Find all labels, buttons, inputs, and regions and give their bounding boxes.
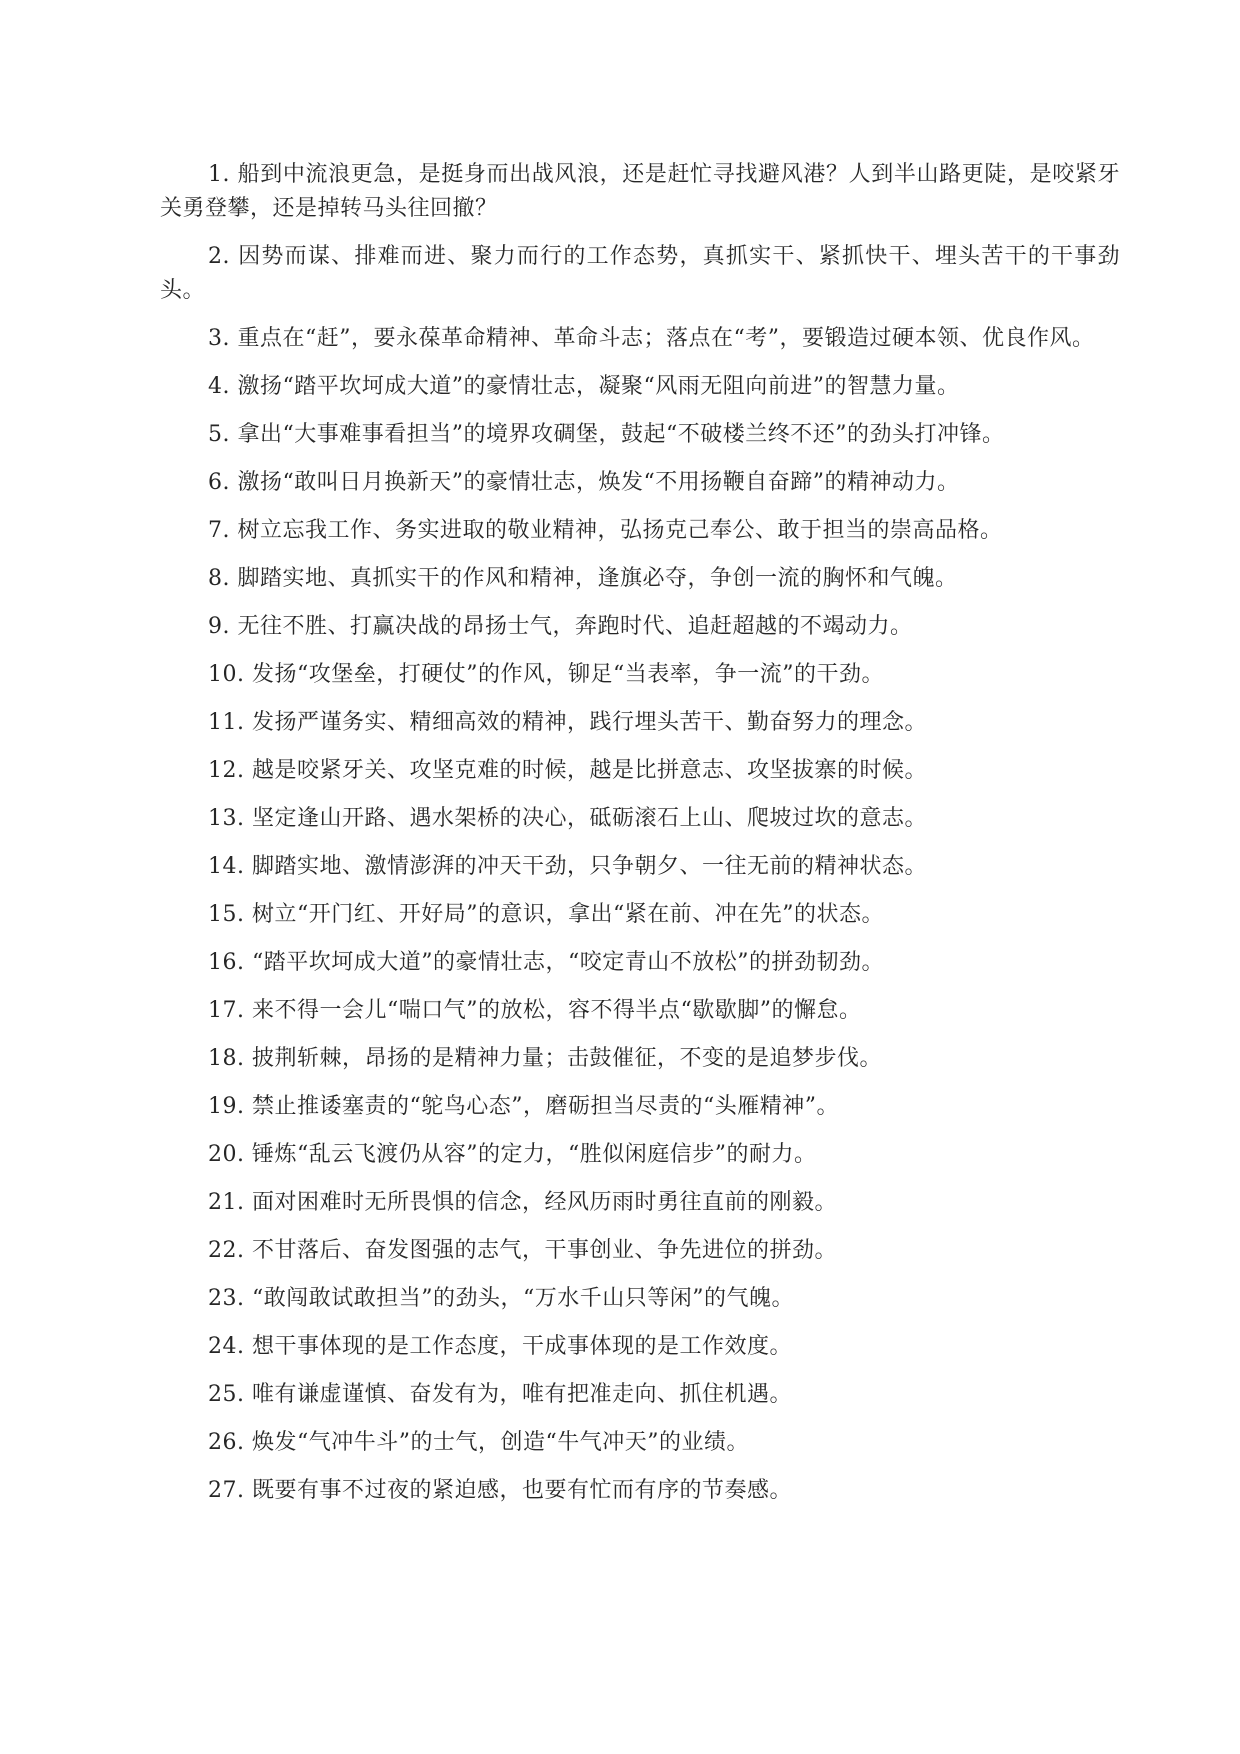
list-item: 17. 来不得一会儿“喘口气”的放松，容不得半点“歇歇脚”的懈怠。: [208, 998, 862, 1023]
list-item: 4. 激扬“踏平坎坷成大道”的豪情壮志，凝聚“风雨无阻向前进”的智慧力量。: [208, 374, 960, 399]
list-item: 23. “敢闯敢试敢担当”的劲头，“万水千山只等闲”的气魄。: [208, 1286, 794, 1311]
list-item: 9. 无往不胜、打赢决战的昂扬士气，奔跑时代、追赶超越的不竭动力。: [208, 614, 913, 639]
list-item: 25. 唯有谦虚谨慎、奋发有为，唯有把准走向、抓住机遇。: [208, 1382, 792, 1407]
list-item: 12. 越是咬紧牙关、攻坚克难的时候，越是比拼意志、攻坚拔寨的时候。: [208, 758, 927, 783]
list-item: 7. 树立忘我工作、务实进取的敬业精神，弘扬克己奉公、敢于担当的崇高品格。: [208, 518, 1003, 543]
list-item: 19. 禁止推诿塞责的“鸵鸟心态”，磨砺担当尽责的“头雁精神”。: [208, 1094, 839, 1119]
list-item: 16. “踏平坎坷成大道”的豪情壮志，“咬定青山不放松”的拼劲韧劲。: [208, 950, 884, 975]
list-item: 1. 船到中流浪更急，是挺身而出战风浪，还是赶忙寻找避风港？人到半山路更陡，是咬紧牙关勇登攀，还是掉转马头往回撤？: [160, 162, 1120, 221]
list-item: 27. 既要有事不过夜的紧迫感，也要有忙而有序的节奏感。: [208, 1478, 792, 1503]
list-item: 13. 坚定逢山开路、遇水架桥的决心，砥砺滚石上山、爬坡过坎的意志。: [208, 806, 927, 831]
list-item: 24. 想干事体现的是工作态度，干成事体现的是工作效度。: [208, 1334, 792, 1359]
document-body: [160, 158, 1120, 1522]
list-item: 5. 拿出“大事难事看担当”的境界攻碉堡，鼓起“不破楼兰终不还”的劲头打冲锋。: [208, 422, 1005, 447]
list-item: 18. 披荆斩棘，昂扬的是精神力量；击鼓催征，不变的是追梦步伐。: [208, 1046, 882, 1071]
list-item: 3. 重点在“赶”，要永葆革命精神、革命斗志；落点在“考”，要锻造过硬本领、优良作风。: [208, 326, 1095, 351]
list-item: 21. 面对困难时无所畏惧的信念，经风历雨时勇往直前的刚毅。: [208, 1190, 837, 1215]
list-item: 8. 脚踏实地、真抓实干的作风和精神，逢旗必夺，争创一流的胸怀和气魄。: [208, 566, 958, 591]
list-item: 6. 激扬“敢叫日月换新天”的豪情壮志，焕发“不用扬鞭自奋蹄”的精神动力。: [208, 470, 960, 495]
list-item: 10. 发扬“攻堡垒，打硬仗”的作风，铆足“当表率，争一流”的干劲。: [208, 662, 884, 687]
list-item: 22. 不甘落后、奋发图强的志气，干事创业、争先进位的拼劲。: [208, 1238, 837, 1263]
list-item: 11. 发扬严谨务实、精细高效的精神，践行埋头苦干、勤奋努力的理念。: [208, 710, 927, 735]
list-item: 20. 锤炼“乱云飞渡仍从容”的定力，“胜似闲庭信步”的耐力。: [208, 1142, 817, 1167]
list-item: 26. 焕发“气冲牛斗”的士气，创造“牛气冲天”的业绩。: [208, 1430, 749, 1455]
list-item: 15. 树立“开门红、开好局”的意识，拿出“紧在前、冲在先”的状态。: [208, 902, 884, 927]
list-item: 2. 因势而谋、排难而进、聚力而行的工作态势，真抓实干、紧抓快干、埋头苦干的干事劲头。: [160, 244, 1120, 303]
list-item: 14. 脚踏实地、激情澎湃的冲天干劲，只争朝夕、一往无前的精神状态。: [208, 854, 927, 879]
